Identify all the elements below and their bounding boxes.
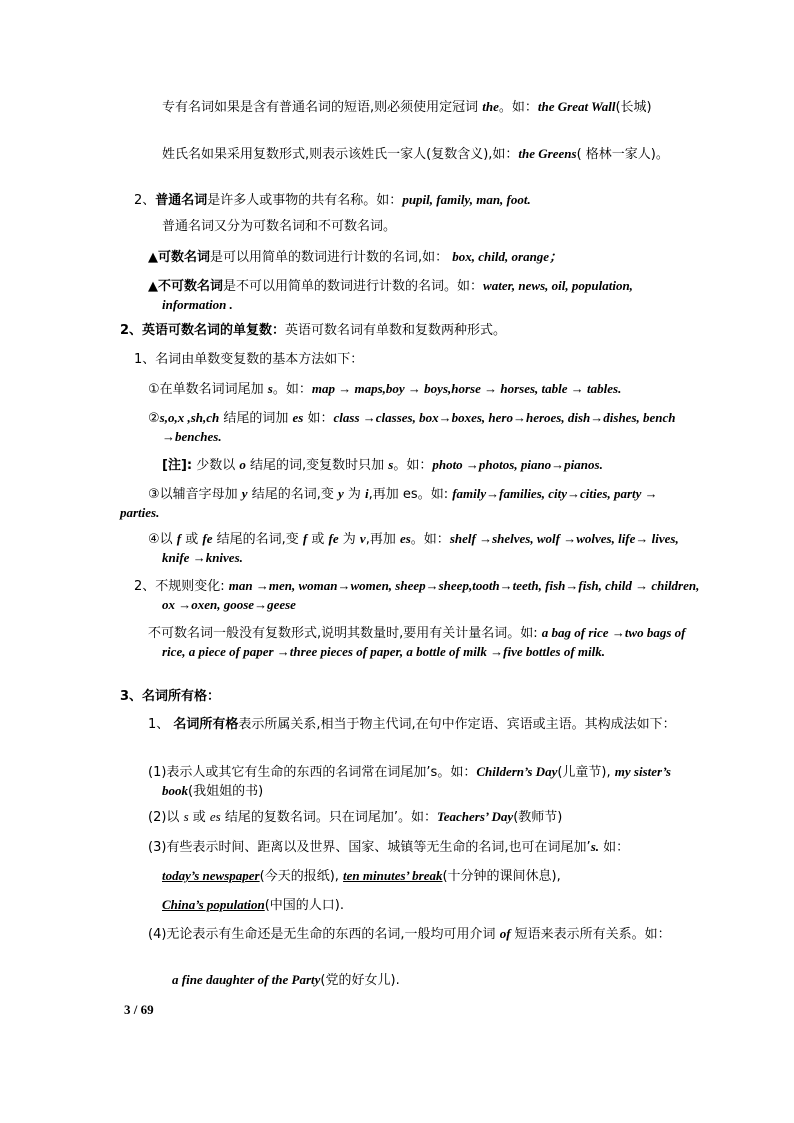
english-example: the Great Wall — [537, 99, 616, 114]
possessive-rule-1 — [148, 763, 690, 801]
paragraph-surname-plural — [120, 145, 680, 164]
english-example: man →men, woman→women, sheep→sheep,tooth→teeth, fish→fish, child → children, ox →oxen, goose→geese — [162, 578, 700, 612]
text: 结尾的名词,变 — [212, 532, 303, 547]
text: ,再加 — [365, 532, 400, 547]
text: 如： — [303, 411, 334, 426]
english-example: family→families, city→cities, party → parties. — [120, 486, 658, 520]
triangle-icon: ▲ — [148, 279, 158, 294]
possessive-example-1 — [162, 867, 682, 886]
section-heading-possessive — [120, 688, 680, 706]
english-term: s — [267, 381, 273, 396]
text: ② — [148, 411, 160, 426]
rule-1 — [148, 380, 688, 399]
text: 2、 — [134, 193, 156, 208]
page-number: 3 / 69 — [124, 1002, 154, 1017]
text: (2)以 — [148, 810, 184, 825]
text: 普通名词又分为可数名词和不可数名词。 — [162, 219, 397, 234]
term: 名词所有格 — [173, 717, 239, 732]
text: 结尾的词加 — [219, 411, 293, 426]
term: 普通名词 — [155, 193, 208, 208]
english-term: of — [499, 926, 511, 941]
english-term: es — [292, 410, 304, 425]
paragraph-common-noun — [134, 191, 684, 210]
text: 是不可以用简单的数词进行计数的名词。如： — [223, 279, 484, 294]
text: 是许多人或事物的共有名称。如： — [207, 193, 403, 208]
text: (长城) — [615, 100, 652, 115]
triangle-icon: ▲ — [148, 250, 158, 265]
possessive-rule-3 — [148, 838, 678, 857]
english-term: s — [388, 457, 394, 472]
english-example: shelf →shelves, wolf →wolves, life→ lives, knife →knives. — [162, 531, 679, 565]
heading: 2、英语可数名词的单复数： — [120, 323, 286, 338]
text: 。如： — [393, 458, 433, 473]
text: 表示所属关系,相当于物主代词,在句中作定语、宾语或主语。其构成法如下： — [238, 717, 676, 732]
text: 姓氏名如果采用复数形式,则表示该姓氏一家人(复数含义),如： — [162, 147, 519, 162]
section-heading-plural — [120, 322, 680, 340]
text: ①在单数名词词尾加 — [148, 382, 268, 397]
text: 英语可数名词有单数和复数两种形式。 — [285, 323, 507, 338]
text: (中国的人口). — [264, 898, 344, 913]
english-example: box, child, orange； — [452, 249, 563, 264]
english-example: a fine daughter of the Party — [172, 972, 321, 987]
text: (党的好女儿). — [320, 973, 400, 988]
uncountable-measure — [148, 624, 690, 662]
text: 不可数名词一般没有复数形式,说明其数量时,要用有关计量名词。如: — [148, 626, 542, 641]
text: 专有名词如果是含有普通名词的短语,则必须使用定冠词 — [162, 100, 483, 115]
text: ③以辅音字母加 — [148, 487, 242, 502]
text: 为 — [338, 532, 360, 547]
text: (教师节) — [513, 810, 563, 825]
irregular-plurals — [134, 577, 706, 615]
text: 结尾的词,变复数时只加 — [245, 458, 389, 473]
text: 或 — [307, 532, 329, 547]
possessive-rule-4 — [148, 925, 694, 944]
text: 结尾的名词,变 — [247, 487, 338, 502]
rule-4 — [148, 530, 690, 568]
text: 2、不规则变化: — [134, 579, 229, 594]
text: 结尾的复数名词。只在词尾加’。如： — [220, 810, 437, 825]
text: (我姐姐的书) — [188, 784, 264, 799]
text: (3)有些表示时间、距离以及世界、国家、城镇等无生命的名词,也可在词尾加’ — [148, 840, 591, 855]
english-example: the Greens — [518, 146, 577, 161]
text: 或 — [188, 810, 210, 825]
text: (今天的报纸), — [259, 869, 344, 884]
english-term: y — [337, 486, 344, 501]
english-term: fe — [202, 531, 213, 546]
text: 1、名词由单数变复数的基本方法如下： — [134, 352, 364, 367]
text: (1)表示人或其它有生命的东西的名词常在词尾加’s。如： — [148, 765, 477, 780]
english-term: es — [399, 531, 411, 546]
english-term: s. — [590, 839, 599, 854]
possessive-definition — [148, 716, 702, 734]
text: 为 — [343, 487, 366, 502]
paragraph-uncountable — [148, 277, 692, 315]
text: 。如： — [410, 532, 450, 547]
possessive-example-3 — [172, 971, 682, 990]
text: ,再加 es。如: — [368, 487, 453, 502]
term: 可数名词 — [158, 250, 211, 265]
note-label: [注]: — [162, 458, 193, 473]
text: 是可以用简单的数词进行计数的名词,如： — [210, 250, 453, 265]
english-term: f — [176, 531, 182, 546]
english-term: es — [209, 809, 221, 824]
english-example: pupil, family, man, foot. — [402, 192, 531, 207]
rule-3 — [120, 485, 680, 523]
text: 少数以 — [192, 458, 240, 473]
term: 不可数名词 — [158, 279, 224, 294]
english-term: i — [365, 486, 369, 501]
rule-2-note — [162, 456, 682, 475]
english-term: fe — [328, 531, 339, 546]
english-example: map → maps,boy → boys,horse → horses, table → tables. — [311, 381, 622, 396]
paragraph-common-noun-types — [162, 218, 682, 236]
english-term: the — [482, 99, 499, 114]
paragraph-proper-noun — [120, 98, 680, 117]
text: 。如： — [498, 100, 538, 115]
english-term: s,o,x ,sh,ch — [159, 410, 220, 425]
paragraph-countable — [148, 248, 684, 267]
possessive-rule-2 — [148, 808, 678, 827]
english-example: Childern’s Day — [476, 764, 558, 779]
paragraph-basic-rules — [134, 351, 674, 369]
text: ④以 — [148, 532, 177, 547]
text: 短语来表示所有关系。如： — [510, 927, 671, 942]
text: (十分钟的课间休息), — [442, 869, 561, 884]
english-example: China’s population — [162, 897, 265, 912]
english-term: y — [241, 486, 248, 501]
english-example: water, news, oil, population, information . — [162, 278, 633, 312]
text: 1、 — [148, 717, 174, 732]
text: (4)无论表示有生命还是无生命的东西的名词,一般均可用介词 — [148, 927, 500, 942]
english-example: today’s newspaper — [162, 868, 260, 883]
english-example: my sister’s book — [162, 764, 671, 798]
rule-2 — [148, 409, 690, 447]
english-term: v — [359, 531, 366, 546]
text: (儿童节), — [557, 765, 615, 780]
text: 如： — [599, 840, 630, 855]
possessive-example-2 — [162, 896, 682, 915]
text: ( 格林一家人)。 — [576, 147, 669, 162]
text: 或 — [181, 532, 203, 547]
english-example: photo →photos, piano→pianos. — [432, 457, 603, 472]
english-term: o — [239, 457, 246, 472]
english-term: s — [183, 809, 189, 824]
heading: 3、名词所有格： — [120, 689, 221, 704]
english-term: f — [302, 531, 308, 546]
english-example: class →classes, box→boxes, hero→heroes, dish→dishes, bench →benches. — [162, 410, 676, 444]
english-example: ten minutes’ break — [343, 868, 443, 883]
english-example: a bag of rice →two bags of rice, a piece of paper →three pieces of paper, a bottle of milk →five bottles of milk. — [162, 625, 686, 659]
english-example: Teachers’ Day — [437, 809, 514, 824]
text: 。如： — [272, 382, 312, 397]
